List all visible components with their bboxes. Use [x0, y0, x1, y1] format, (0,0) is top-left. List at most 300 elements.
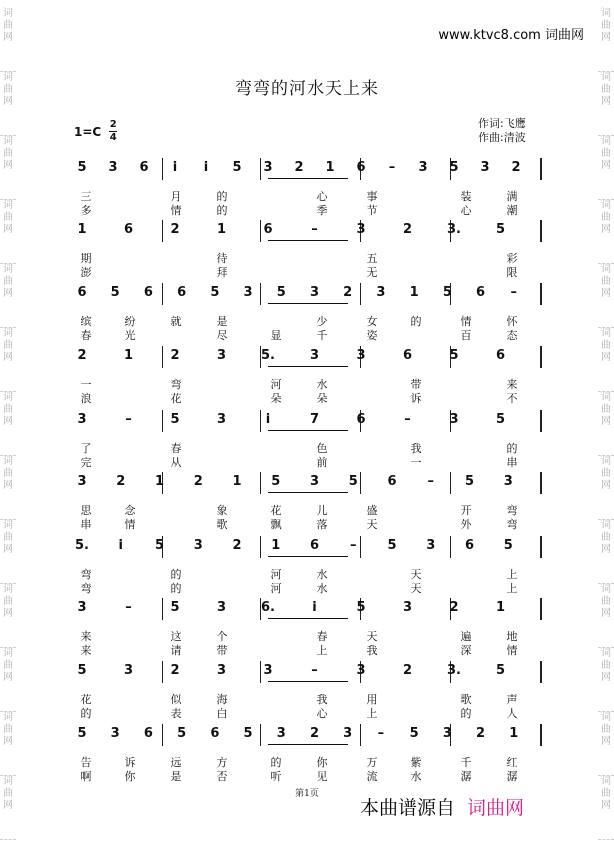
note: 5	[495, 412, 506, 427]
watermark-group: 词 曲 网	[598, 72, 614, 136]
lyric-verse-2: 花	[170, 392, 182, 405]
note: 5	[348, 474, 358, 489]
note: i	[312, 600, 317, 615]
time-signature	[109, 120, 117, 143]
note: 5	[243, 726, 253, 741]
note: 3	[356, 663, 366, 678]
note: 3	[442, 726, 452, 741]
bar-line	[540, 472, 542, 494]
lyric-verse-1: 紫	[410, 756, 422, 769]
score-row	[70, 285, 550, 343]
lyric-verse-1: 水	[316, 378, 328, 391]
note: –	[388, 160, 396, 175]
note: 6	[495, 348, 506, 363]
site-name[interactable]: 词曲网	[544, 28, 584, 43]
lyric-verse-1: 水	[316, 568, 328, 581]
watermark-group: 词 曲 网	[0, 392, 16, 456]
bar-line	[162, 410, 163, 432]
watermark-group: 词 曲 网	[0, 136, 16, 200]
lyric-verse-1: 弯	[80, 568, 92, 581]
lyric-verse-2: 心	[460, 204, 472, 217]
beam-underline	[268, 178, 348, 179]
lyric-verse-2: 的	[80, 707, 92, 720]
note: 5	[210, 285, 220, 300]
note: 5	[177, 726, 187, 741]
bar-line	[162, 346, 163, 368]
lyric-verse-2: 啊	[80, 770, 92, 783]
note: 5	[110, 285, 120, 300]
lyric-verse-1: 花	[80, 693, 92, 706]
lyric-verse-2: 不	[506, 392, 518, 405]
lyric-verse-1: 远	[170, 756, 182, 769]
lyric-verse-1: 声	[506, 693, 518, 706]
lyric-verse-2: 上	[316, 644, 328, 657]
lyric-verse-1: 的	[170, 568, 182, 581]
lyric-verse-2: 诉	[410, 392, 422, 405]
beam-underline	[268, 366, 348, 367]
note: 3	[503, 474, 513, 489]
lyric-verse-2: 请	[170, 644, 182, 657]
lyric-verse-1: 纷	[124, 315, 136, 328]
note: –	[377, 726, 385, 741]
lyric-verse-2: 多	[80, 204, 92, 217]
beam-underline	[268, 556, 348, 557]
lyric-verse-1: 遍	[460, 630, 472, 643]
watermark-group: 词 曲 网	[0, 8, 16, 72]
lyric-verse-1: 上	[506, 568, 518, 581]
note: –	[311, 663, 318, 678]
note: 6	[476, 285, 486, 300]
bar-line	[540, 536, 542, 558]
lyric-verse-1: 弯	[170, 378, 182, 391]
page-number: 第1页	[295, 789, 319, 799]
note: i	[265, 412, 271, 427]
lyric-verse-1: 色	[316, 442, 328, 455]
lyric-verse-2: 弯	[80, 582, 92, 595]
note: 5.	[75, 538, 89, 553]
note: 6	[387, 474, 397, 489]
lyric-verse-1: 海	[216, 693, 228, 706]
lyric-verse-2: 春	[80, 329, 92, 342]
bar-line	[162, 661, 163, 683]
note: 5	[77, 160, 87, 175]
lyric-verse-2: 的	[460, 707, 472, 720]
watermark-group: 词 曲 网	[0, 648, 16, 712]
source-credit	[360, 793, 524, 820]
lyric-verse-2: 百	[460, 329, 472, 342]
note: 3	[356, 222, 366, 237]
lyric-verse-1: 彩	[506, 252, 518, 265]
score-row	[70, 538, 550, 596]
bar-line	[540, 410, 542, 432]
bar-line	[540, 283, 542, 305]
watermark-group: 词 曲 网	[598, 328, 614, 392]
score-row	[70, 726, 550, 784]
lyric-verse-1: 弯	[506, 504, 518, 517]
note: –	[427, 474, 434, 489]
site-url[interactable]: www.ktvc8.com	[438, 28, 541, 43]
note: 6	[309, 538, 320, 553]
note: 6	[139, 160, 149, 175]
lyric-verse-1: 装	[460, 190, 472, 203]
watermark-group: 词 曲 网	[598, 264, 614, 328]
lyric-verse-1: 满	[506, 190, 518, 203]
note: 5	[271, 474, 281, 489]
watermark-group: 词 曲 网	[598, 648, 614, 712]
bar-line	[540, 661, 542, 683]
score-row	[70, 474, 550, 532]
note: 6	[356, 412, 366, 427]
lyric-verse-1: 待	[216, 252, 228, 265]
watermark-group: 词 曲 网	[0, 72, 16, 136]
lyric-verse-1: 花	[270, 504, 282, 517]
lyric-verse-2: 落	[316, 518, 328, 531]
lyric-verse-2: 上	[366, 707, 378, 720]
note: 1	[216, 222, 227, 237]
beam-underline	[268, 681, 348, 682]
note: 2	[170, 222, 180, 237]
bar-line	[260, 724, 261, 746]
note: 5	[495, 222, 506, 237]
note: 3	[418, 160, 428, 175]
note: 3	[263, 160, 273, 175]
note: 5	[170, 412, 180, 427]
lyric-verse-1: 用	[366, 693, 378, 706]
lyric-verse-2: 节	[366, 204, 378, 217]
lyric-verse-1: 儿	[316, 504, 328, 517]
lyric-verse-2: 一	[410, 456, 422, 469]
lyric-verse-1: 我	[410, 442, 422, 455]
lyric-verse-1: 月	[170, 190, 182, 203]
watermark-group: 词 曲 网	[598, 392, 614, 456]
note: 3	[243, 285, 253, 300]
source-text: 本曲谱源自	[360, 797, 456, 819]
lyric-verse-1: 方	[216, 756, 228, 769]
lyric-verse-1: 天	[366, 630, 378, 643]
note: 5	[464, 474, 475, 489]
note: 6	[210, 726, 220, 741]
watermark-group: 词 曲 网	[598, 584, 614, 648]
note: 5	[449, 160, 459, 175]
lyric-verse-1: 河	[270, 378, 282, 391]
lyric-verse-2: 心	[316, 707, 328, 720]
lyric-verse-2: 流	[366, 770, 378, 783]
bar-line	[540, 724, 542, 746]
lyric-verse-1: 了	[80, 442, 92, 455]
lyric-verse-1: 个	[216, 630, 228, 643]
note: 3	[108, 160, 118, 175]
lyric-verse-2: 见	[316, 770, 328, 783]
note: 3	[193, 538, 203, 553]
watermark-group: 词 曲 网	[0, 776, 16, 840]
note: 3	[77, 412, 87, 427]
note: 1	[232, 474, 242, 489]
bar-line	[162, 724, 163, 746]
note: 5	[409, 726, 419, 741]
lyric-verse-1: 告	[80, 756, 92, 769]
note: i	[203, 160, 209, 175]
lyric-verse-2: 水	[316, 582, 328, 595]
lyric-verse-2: 情	[124, 518, 136, 531]
note: –	[311, 222, 318, 237]
lyric-verse-2: 我	[366, 644, 378, 657]
lyric-verse-1: 红	[506, 756, 518, 769]
lyric-verse-2: 千	[316, 329, 328, 342]
note: 2	[170, 663, 180, 678]
lyric-verse-2: 从	[170, 456, 182, 469]
lyric-verse-2: 深	[460, 644, 472, 657]
note: 3	[216, 412, 227, 427]
beam-underline	[268, 303, 348, 304]
lyric-verse-1: 情	[460, 315, 472, 328]
lyric-verse-2: 拜	[216, 266, 228, 279]
lyric-verse-1: 的	[270, 756, 282, 769]
note: 2	[402, 663, 413, 678]
note: 3	[77, 600, 87, 615]
beam-underline	[268, 744, 348, 745]
lyric-verse-1: 念	[124, 504, 136, 517]
lyric-verse-1: 一	[80, 378, 92, 391]
lyric-verse-2: 潮	[506, 204, 518, 217]
lyric-verse-2: 歌	[216, 518, 228, 531]
lyric-verse-1: 缤	[80, 315, 92, 328]
note: 2	[170, 348, 180, 363]
watermark-group: 词 曲 网	[598, 200, 614, 264]
lyric-verse-2: 情	[506, 644, 518, 657]
note: 2	[476, 726, 486, 741]
right-watermark-strip	[598, 8, 614, 840]
lyric-verse-1: 你	[316, 756, 328, 769]
bar-line	[540, 220, 542, 242]
note: 3.	[447, 222, 461, 237]
lyric-verse-2: 带	[216, 644, 228, 657]
lyric-verse-1: 开	[460, 504, 472, 517]
beam-underline	[268, 430, 348, 431]
watermark-group: 词 曲 网	[0, 200, 16, 264]
watermark-group: 词 曲 网	[0, 520, 16, 584]
lyric-verse-2: 外	[460, 518, 472, 531]
note: 6	[177, 285, 187, 300]
lyric-verse-1: 怀	[506, 315, 518, 328]
bar-line	[450, 536, 451, 558]
note: 3	[216, 600, 227, 615]
watermark-group: 词 曲 网	[598, 456, 614, 520]
lyric-verse-1: 万	[366, 756, 378, 769]
lyric-verse-2: 无	[366, 266, 378, 279]
lyric-verse-2: 朵	[270, 392, 282, 405]
lyric-verse-2: 完	[80, 456, 92, 469]
lyric-verse-1: 盛	[366, 504, 378, 517]
lyric-verse-1: 千	[460, 756, 472, 769]
lyric-verse-2: 串	[80, 518, 92, 531]
lyric-verse-1: 期	[80, 252, 92, 265]
note: 3	[309, 474, 320, 489]
note: 3	[356, 348, 366, 363]
lyric-verse-2: 水	[410, 770, 422, 783]
lyric-verse-1: 五	[366, 252, 378, 265]
note: 5	[154, 538, 165, 553]
note: 5	[503, 538, 513, 553]
note: 6	[464, 538, 475, 553]
lyric-verse-2: 澎	[80, 266, 92, 279]
score-row	[70, 160, 550, 218]
note: 5	[232, 160, 242, 175]
lyric-verse-1: 这	[170, 630, 182, 643]
lyric-verse-1: 思	[80, 504, 92, 517]
lyric-verse-1: 的	[506, 442, 518, 455]
lyric-verse-1: 春	[316, 630, 328, 643]
note: 3	[449, 412, 459, 427]
note: 5	[77, 726, 87, 741]
lyric-verse-1: 河	[270, 568, 282, 581]
bar-line	[260, 536, 261, 558]
lyric-verse-2: 姿	[366, 329, 378, 342]
lyric-verse-1: 诉	[124, 756, 136, 769]
lyric-verse-2: 光	[124, 329, 136, 342]
bar-line	[540, 598, 542, 620]
lyric-verse-2: 的	[216, 204, 228, 217]
song-title: 弯弯的河水天上来	[235, 79, 379, 99]
bar-line	[540, 346, 542, 368]
key-signature	[74, 120, 117, 143]
note: 6	[77, 285, 87, 300]
note: 1	[509, 726, 519, 741]
lyric-verse-2: 你	[124, 770, 136, 783]
watermark-group: 词 曲 网	[0, 584, 16, 648]
lyric-verse-2: 潺	[460, 770, 472, 783]
lyricist: 作词:飞鹰	[478, 117, 526, 130]
note: 3	[110, 726, 120, 741]
note: –	[404, 412, 411, 427]
note: 6	[143, 285, 153, 300]
song-credits	[478, 117, 526, 145]
score-row	[70, 348, 550, 406]
watermark-group: 词 曲 网	[0, 456, 16, 520]
note: 2	[232, 538, 242, 553]
lyric-verse-1: 是	[216, 315, 228, 328]
note: 2	[116, 474, 126, 489]
lyric-verse-1: 事	[366, 190, 378, 203]
bar-line	[260, 283, 261, 305]
note: 2	[309, 726, 320, 741]
bar-line	[162, 598, 163, 620]
note: 5	[387, 538, 397, 553]
lyric-verse-1: 的	[216, 190, 228, 203]
note: 5	[77, 663, 87, 678]
note: i	[118, 538, 123, 553]
note: –	[125, 600, 132, 615]
note: 1	[271, 538, 281, 553]
composer: 作曲:清波	[478, 131, 526, 144]
lyric-verse-2: 天	[366, 518, 378, 531]
lyric-verse-2: 态	[506, 329, 518, 342]
score-row	[70, 600, 550, 658]
lyric-verse-2: 天	[410, 582, 422, 595]
lyric-verse-1: 少	[316, 315, 328, 328]
lyric-verse-2: 的	[170, 582, 182, 595]
lyric-verse-1: 来	[80, 630, 92, 643]
score-row	[70, 222, 550, 280]
beam-underline	[268, 492, 348, 493]
note: 3	[426, 538, 436, 553]
lyric-verse-1: 象	[216, 504, 228, 517]
note: 2	[294, 160, 304, 175]
lyric-verse-1: 心	[316, 190, 328, 203]
lyric-verse-1: 三	[80, 190, 92, 203]
bar-line	[540, 158, 542, 180]
lyric-verse-1: 就	[170, 315, 182, 328]
lyric-verse-1: 似	[170, 693, 182, 706]
note: 6	[402, 348, 413, 363]
note: 5	[276, 285, 286, 300]
score-row	[70, 663, 550, 721]
source-brand[interactable]: 词曲网	[467, 797, 525, 819]
bar-line	[162, 220, 163, 242]
lyric-verse-1: 女	[366, 315, 378, 328]
note: 3	[376, 285, 386, 300]
watermark-group: 词 曲 网	[598, 136, 614, 200]
note: 3	[263, 663, 273, 678]
note: 3	[480, 160, 490, 175]
bar-line	[162, 158, 163, 180]
note: 1	[77, 222, 87, 237]
note: 2	[449, 600, 459, 615]
lyric-verse-2: 河	[270, 582, 282, 595]
lyric-verse-1: 带	[410, 378, 422, 391]
note: 5	[495, 663, 506, 678]
bar-line	[450, 472, 451, 494]
note: 6	[263, 222, 273, 237]
note: 3	[402, 600, 413, 615]
note: 1	[123, 348, 134, 363]
lyric-verse-2: 是	[170, 770, 182, 783]
beam-underline	[268, 618, 348, 619]
lyric-verse-2: 尽	[216, 329, 228, 342]
note: 3	[123, 663, 134, 678]
note: 5	[449, 348, 459, 363]
note: 3	[343, 726, 353, 741]
note: 6	[123, 222, 134, 237]
watermark-group: 词 曲 网	[598, 712, 614, 776]
lyric-verse-2: 串	[506, 456, 518, 469]
meter-bottom: 4	[109, 132, 117, 143]
lyric-verse-2: 季	[316, 204, 328, 217]
bar-line	[162, 283, 163, 305]
note: 2	[193, 474, 203, 489]
watermark-group: 词 曲 网	[598, 776, 614, 840]
lyric-verse-2: 否	[216, 770, 228, 783]
note: 5.	[261, 348, 275, 363]
lyric-verse-2: 表	[170, 707, 182, 720]
watermark-group: 词 曲 网	[0, 712, 16, 776]
meter-top: 2	[109, 119, 117, 130]
lyric-verse-2: 人	[506, 707, 518, 720]
note: 2	[511, 160, 521, 175]
note: 3	[309, 285, 320, 300]
left-watermark-strip	[0, 8, 16, 840]
note: 5	[442, 285, 452, 300]
note: 1	[495, 600, 506, 615]
site-url-header	[438, 24, 584, 43]
note: 3	[77, 474, 87, 489]
note: 3	[216, 663, 227, 678]
lyric-verse-1: 来	[506, 378, 518, 391]
watermark-group: 词 曲 网	[598, 8, 614, 72]
bar-line	[360, 724, 361, 746]
note: 6	[356, 160, 366, 175]
note: 3	[216, 348, 227, 363]
note: 2	[343, 285, 353, 300]
